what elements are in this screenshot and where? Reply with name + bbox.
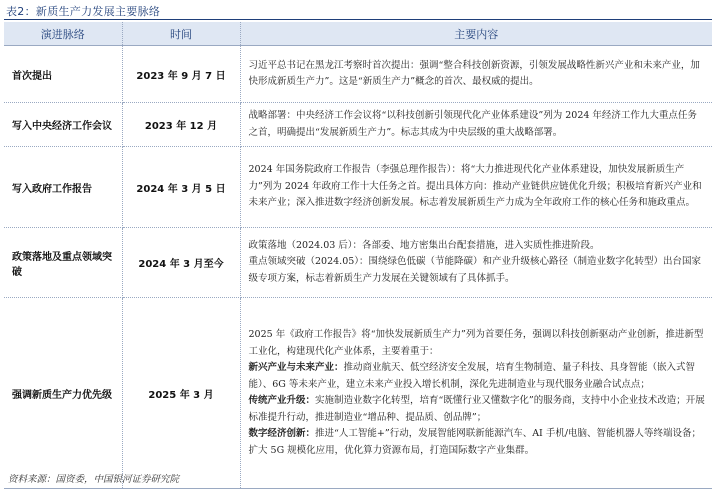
content-intro: 2025 年《政府工作报告》将“加快发展新质生产力”列为首要任务，强调以科技创新驱动产业创新，推进新型工业化，构建现代化产业体系，主要着重于：: [248, 329, 704, 357]
caption-divider: [4, 19, 712, 20]
item-text: 实施制造业数字化转型，培育“既懂行业又懂数字化”的服务商，支持中小企业技术改造；开展标准提升行动，推进制造业“增品种、提品质、创品牌”；: [248, 395, 705, 423]
source-note: 资料来源：国资委，中国银河证券研究院: [8, 474, 180, 485]
row-phase: 写入中央经济工作会议: [4, 103, 122, 147]
table-row: [4, 147, 712, 228]
table-header-row: [4, 22, 712, 46]
row-time: 2025 年 3 月: [122, 298, 240, 489]
content-paragraph: 政策落地（2024.03 后）：各部委、地方密集出台配套措施，进入实质性推进阶段。: [248, 239, 600, 251]
row-phase: 写入政府工作报告: [4, 147, 122, 228]
timeline-table: [4, 22, 712, 489]
content-item: [249, 360, 707, 393]
content-paragraph: 2024 年国务院政府工作报告（李强总理作报告）：将“大力推进现代化产业体系建设，加快发展新质生产力”列为 2024 年政府工作十大任务之首。提出具体方向：推动产业链供应链优化升级；积极培育新兴产业和未来产业；深入推进数字经济创新发展。标志着发展新质生产力成为全年政府工作的核心任务和施政重点。: [248, 164, 702, 209]
table-row: [4, 46, 712, 103]
item-label: 数字经济创新：: [248, 428, 316, 439]
header-phase: 演进脉络: [4, 22, 122, 46]
row-phase: 首次提出: [4, 46, 122, 103]
content-paragraph: 习近平总书记在黑龙江考察时首次提出：强调“整合科技创新资源，引领发展战略性新兴产业和未来产业，加快形成新质生产力”。这是“新质生产力”概念的首次、最权威的提出。: [248, 59, 700, 87]
content-item: [249, 393, 707, 426]
row-time: 2024 年 3 月 5 日: [122, 147, 240, 228]
item-label: 传统产业升级：: [248, 395, 316, 406]
item-text: 推进“人工智能+”行动，发展智能网联新能源汽车、AI 手机/电脑、智能机器人等终端设备；扩大 5G 规模化应用，优化算力资源布局，打造国际数字产业集群。: [248, 428, 702, 456]
table-row: [4, 298, 712, 489]
item-text: 推动商业航天、低空经济安全发展，培育生物制造、量子科技、具身智能（嵌入式智能）、6G 等未来产业，建立未来产业投入增长机制，深化先进制造业与现代服务业融合试点点；: [248, 362, 696, 390]
row-content: [240, 46, 712, 103]
header-time: 时间: [122, 22, 240, 46]
header-content: 主要内容: [240, 22, 712, 46]
row-time: 2023 年 12 月: [122, 103, 240, 147]
table-caption: 表2：新质生产力发展主要脉络: [6, 5, 161, 18]
row-content: [240, 103, 712, 147]
row-phase: 强调新质生产力优先级: [4, 298, 122, 489]
item-label: 新兴产业与未来产业：: [248, 362, 344, 373]
content-item: [249, 426, 707, 459]
table-row: [4, 228, 712, 298]
row-content: [240, 147, 712, 228]
content-paragraph: 重点领域突破（2024.05）：围绕绿色低碳（节能降碳）和产业升级核心路径（制造业数字化转型）出台国家级专项方案，标志着新质生产力发展在关键领域有了具体抓手。: [248, 256, 702, 284]
table-row: [4, 103, 712, 147]
row-time: 2023 年 9 月 7 日: [122, 46, 240, 103]
row-content: [240, 228, 712, 298]
row-time: 2024 年 3 月至今: [122, 228, 240, 298]
row-phase: 政策落地及重点领域突破: [4, 228, 122, 298]
content-paragraph: 战略部署：中央经济工作会议将“以科技创新引领现代化产业体系建设”列为 2024 年经济工作九大重点任务之首，明确提出“发展新质生产力”。标志其成为中央层级的重大战略部署。: [248, 110, 697, 138]
row-content: [240, 298, 712, 489]
